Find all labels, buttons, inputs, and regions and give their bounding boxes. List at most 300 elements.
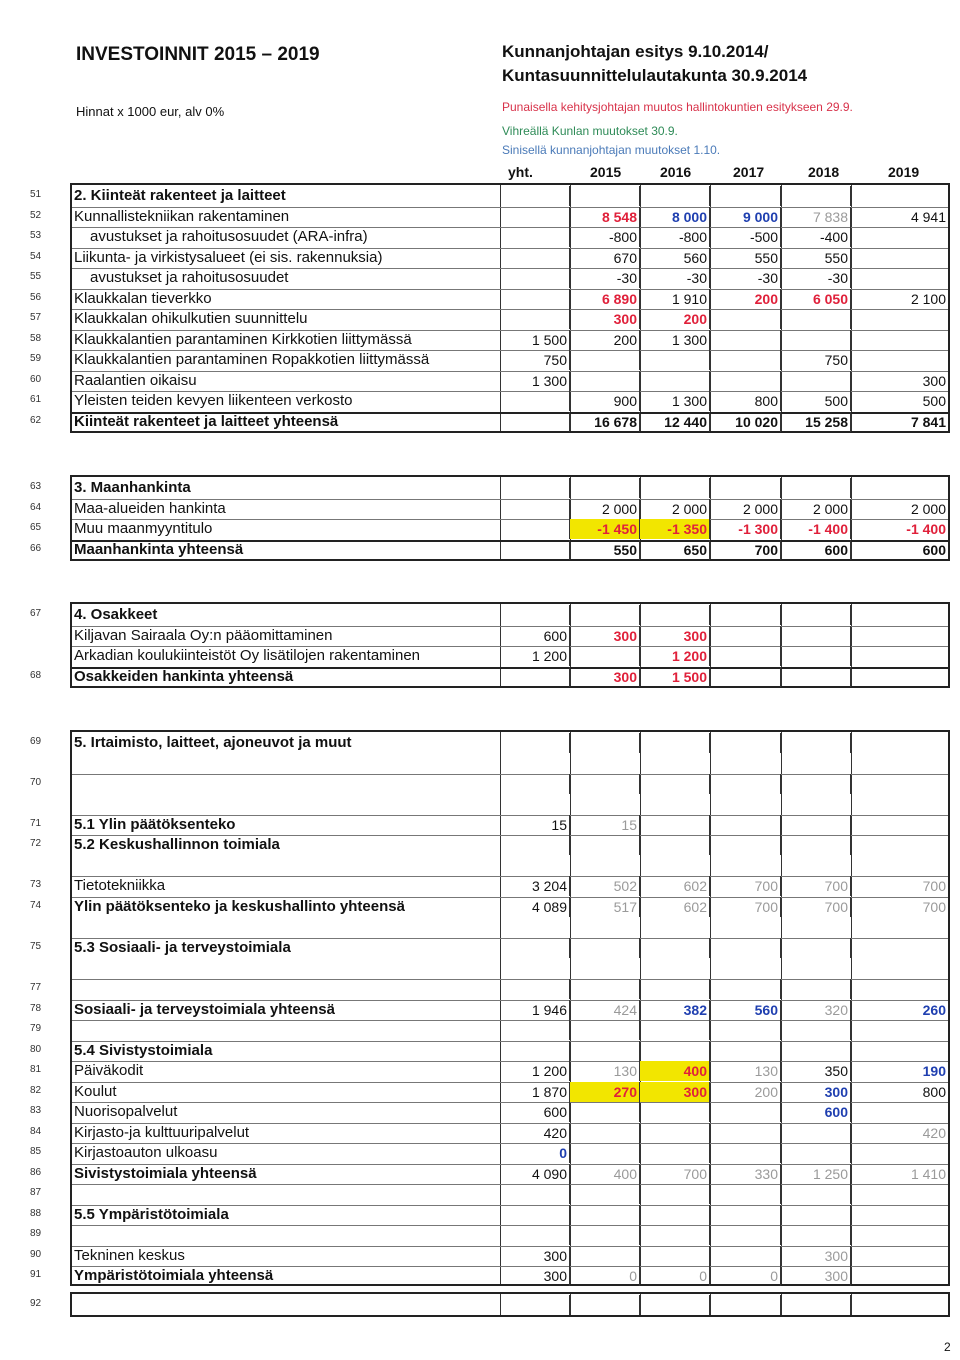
value-cell: 420: [500, 1123, 570, 1143]
value-cell: [851, 268, 948, 288]
value-cell: 1 200: [500, 1061, 570, 1081]
value-cell: 300: [640, 1082, 710, 1102]
value-cell: [781, 186, 851, 206]
value-cell: [640, 1041, 710, 1061]
row-number: 58: [30, 332, 42, 344]
col-header-2019: 2019: [888, 164, 920, 180]
row-label: Sosiaali- ja terveystoimiala yhteensä: [74, 1001, 335, 1018]
value-cell: [570, 1041, 640, 1061]
value-cell: [500, 774, 570, 794]
value-cell: [781, 1020, 851, 1040]
value-cell: [710, 667, 781, 687]
value-cell: 0: [710, 1266, 781, 1286]
value-cell: [710, 1246, 781, 1266]
value-cell: [500, 309, 570, 329]
value-cell: [570, 186, 640, 206]
value-cell: [851, 605, 948, 625]
table-row: [72, 979, 948, 999]
value-cell: [500, 733, 570, 753]
value-cell: [640, 938, 710, 958]
row-number: 81: [30, 1064, 42, 1075]
col-header-total: yht.: [508, 164, 533, 180]
value-cell: -1 300: [710, 519, 781, 539]
table-section: [70, 183, 950, 433]
value-cell: [640, 1225, 710, 1245]
value-cell: -1 400: [906, 521, 946, 537]
value-cell: [781, 1041, 851, 1061]
value-cell: -1 400: [781, 519, 851, 539]
value-cell: [570, 371, 640, 391]
col-header-2016: 2016: [660, 164, 692, 180]
value-cell: [570, 1184, 640, 1204]
value-cell: 750: [500, 350, 570, 370]
row-number: 88: [30, 1208, 42, 1219]
value-cell: [640, 733, 710, 753]
table-row: [72, 1102, 948, 1122]
row-label: Kiljavan Sairaala Oy:n pääomittaminen: [74, 626, 333, 644]
proposal-title-line2: Kuntasuunnittelulautakunta 30.9.2014: [502, 66, 808, 85]
row-label: Maanhankinta yhteensä: [74, 540, 244, 558]
row-number: 90: [30, 1249, 42, 1260]
value-cell: 600: [781, 540, 851, 560]
row-number: 54: [30, 250, 42, 262]
col-header-2017: 2017: [733, 164, 765, 180]
value-cell: 6 050: [781, 289, 851, 309]
table-row: [72, 412, 948, 432]
table-section: [70, 475, 950, 561]
value-cell: [500, 289, 570, 309]
table-row: [72, 248, 948, 268]
value-cell: [570, 1020, 640, 1040]
value-cell: 1 910: [640, 289, 710, 309]
row-number: 84: [30, 1126, 42, 1137]
row-label: Klaukkalan tieverkko: [74, 289, 212, 307]
table-section: [70, 1292, 950, 1317]
value-cell: [781, 309, 851, 329]
value-cell: [851, 626, 948, 646]
value-cell: [781, 1205, 851, 1225]
value-cell: 600: [500, 1102, 570, 1122]
value-cell: 300: [500, 1266, 570, 1286]
row-label: 5.1 Ylin päätöksenteko: [74, 816, 236, 833]
value-cell: [781, 605, 851, 625]
value-cell: 8 548: [570, 207, 640, 227]
value-cell: [710, 733, 781, 753]
value-cell: 600: [500, 626, 570, 646]
value-cell: [851, 478, 948, 498]
row-label: Muu maanmyyntitulo: [74, 520, 213, 537]
row-label: 5. Irtaimisto, laitteet, ajoneuvot ja muut: [74, 734, 352, 751]
value-cell: -30: [781, 268, 851, 288]
value-cell: [781, 1123, 851, 1143]
value-cell: 700: [710, 897, 781, 917]
value-cell: 200: [710, 289, 781, 309]
value-cell: [640, 1020, 710, 1040]
table-row: [72, 1225, 948, 1245]
value-cell: [640, 1143, 710, 1163]
value-cell: 300: [570, 626, 640, 646]
value-cell: 3 204: [500, 876, 570, 896]
value-cell: [640, 350, 710, 370]
row-label: Kirjasto-ja kulttuuripalvelut: [74, 1124, 250, 1141]
row-label: Koulut: [74, 1083, 117, 1100]
row-label: Nuorisopalvelut: [74, 1103, 178, 1120]
value-cell: [570, 774, 640, 794]
table-row: [72, 1082, 948, 1102]
table-row: [72, 1061, 948, 1081]
value-cell: [500, 268, 570, 288]
table-row: [72, 626, 948, 646]
value-cell: [781, 979, 851, 999]
table-section: [70, 602, 950, 688]
value-cell: [500, 499, 570, 519]
row-label: avustukset ja rahoitusosuudet (ARA-infra): [90, 228, 368, 245]
row-label: Ylin päätöksenteko ja keskushallinto yhteensä: [74, 898, 405, 915]
value-cell: [710, 1225, 781, 1245]
value-cell: [851, 815, 948, 835]
value-cell: [500, 391, 570, 411]
value-cell: [500, 207, 570, 227]
row-label: 5.5 Ympäristötoimiala: [74, 1206, 229, 1223]
table-row: [72, 289, 948, 309]
value-cell: [851, 350, 948, 370]
value-cell: [781, 478, 851, 498]
value-cell: 200: [710, 1082, 781, 1102]
value-cell: 4 090: [500, 1164, 570, 1184]
row-number: 68: [30, 669, 42, 681]
value-cell: [640, 1295, 710, 1315]
value-cell: [851, 1102, 948, 1122]
value-cell: 320: [781, 1000, 851, 1020]
table-row: [72, 1205, 948, 1225]
table-row: [72, 835, 948, 855]
row-label: Liikunta- ja virkistysalueet (ei sis. rakennuksia): [74, 248, 383, 266]
row-label: 2. Kiinteät rakenteet ja laitteet: [74, 187, 286, 204]
value-cell: [781, 646, 851, 666]
row-number: 92: [30, 1298, 42, 1309]
table-row: [72, 1143, 948, 1163]
value-cell: [781, 815, 851, 835]
table-row: [72, 519, 948, 539]
table-row: [72, 1246, 948, 1266]
row-label: avustukset ja rahoitusosuudet: [90, 269, 289, 286]
value-cell: [781, 1184, 851, 1204]
value-cell: [851, 186, 948, 206]
value-cell: [500, 938, 570, 958]
value-cell: 2 000: [781, 499, 851, 519]
row-number: 79: [30, 1023, 42, 1034]
table-row: [72, 1041, 948, 1061]
row-number: 83: [30, 1105, 42, 1116]
row-label: Kirjastoauton ulkoasu: [74, 1144, 218, 1161]
value-cell: [781, 667, 851, 687]
row-label: Raalantien oikaisu: [74, 371, 197, 389]
value-cell: [851, 979, 948, 999]
value-cell: 1 250: [781, 1164, 851, 1184]
value-cell: [500, 519, 570, 539]
row-label: Arkadian koulukiinteistöt Oy lisätilojen rakentaminen: [74, 647, 421, 664]
table-row: [72, 478, 948, 498]
row-label: Klaukkalantien parantaminen Kirkkotien liittymässä: [74, 330, 412, 348]
value-cell: [710, 938, 781, 958]
value-cell: 800: [710, 391, 781, 411]
value-cell: [500, 1205, 570, 1225]
value-cell: [640, 186, 710, 206]
table-row: [72, 1123, 948, 1143]
row-label: Klaukkalantien parantaminen Ropakkotien liittymässä: [74, 351, 430, 368]
value-cell: [640, 835, 710, 855]
value-cell: [570, 979, 640, 999]
value-cell: [710, 1020, 781, 1040]
row-number: 87: [30, 1187, 42, 1198]
value-cell: [640, 605, 710, 625]
row-label: Tekninen keskus: [74, 1247, 185, 1264]
value-cell: 8 000: [640, 207, 710, 227]
value-cell: 700: [781, 876, 851, 896]
value-cell: 300: [640, 626, 710, 646]
value-cell: 800: [922, 1084, 946, 1100]
table-row: [72, 186, 948, 206]
row-number: 55: [30, 271, 42, 282]
value-cell: 15 258: [781, 412, 851, 432]
value-cell: [500, 979, 570, 999]
value-cell: [570, 605, 640, 625]
value-cell: 500: [922, 393, 946, 409]
value-cell: [570, 1246, 640, 1266]
row-number: 67: [30, 608, 42, 619]
value-cell: 2 000: [710, 499, 781, 519]
row-number: 63: [30, 481, 42, 492]
row-label: Ympäristötoimiala yhteensä: [74, 1267, 274, 1284]
row-label: 3. Maanhankinta: [74, 479, 191, 496]
row-label: 5.2 Keskushallinnon toimiala: [74, 836, 280, 853]
row-number: 65: [30, 522, 42, 533]
value-cell: [570, 835, 640, 855]
value-cell: [851, 667, 948, 687]
value-cell: 7 841: [910, 413, 946, 430]
value-cell: 350: [781, 1061, 851, 1081]
row-label: Osakkeiden hankinta yhteensä: [74, 667, 294, 685]
value-cell: 750: [781, 350, 851, 370]
value-cell: 4 089: [500, 897, 570, 917]
value-cell: 1 500: [640, 667, 710, 687]
value-cell: [710, 979, 781, 999]
row-number: 61: [30, 394, 42, 405]
row-number: 62: [30, 414, 42, 426]
value-cell: 424: [570, 1000, 640, 1020]
value-cell: 300: [570, 667, 640, 687]
row-label: Kunnallistekniikan rakentaminen: [74, 207, 290, 225]
value-cell: 0: [570, 1266, 640, 1286]
table-row: [72, 774, 948, 794]
value-cell: 300: [781, 1082, 851, 1102]
row-number: 75: [30, 941, 42, 952]
row-number: 60: [30, 373, 42, 385]
value-cell: [710, 605, 781, 625]
table-row: [72, 646, 948, 666]
value-cell: 7 838: [781, 207, 851, 227]
value-cell: 9 000: [710, 207, 781, 227]
value-cell: [710, 1205, 781, 1225]
value-cell: 2 000: [910, 500, 946, 517]
proposal-title-line1: Kunnanjohtajan esitys 9.10.2014/: [502, 42, 769, 61]
value-cell: [781, 733, 851, 753]
value-cell: 550: [781, 248, 851, 268]
row-number: 77: [30, 982, 42, 993]
table-row: [72, 876, 948, 896]
row-number: 80: [30, 1044, 42, 1055]
row-number: 56: [30, 291, 42, 303]
value-cell: [500, 248, 570, 268]
table-row: [72, 330, 948, 350]
value-cell: [570, 478, 640, 498]
row-number: 70: [30, 777, 42, 788]
table-row: [72, 268, 948, 288]
col-header-2018: 2018: [808, 164, 840, 180]
legend-note-green: Vihreällä Kunlan muutokset 30.9.: [502, 124, 678, 138]
value-cell: [710, 1295, 781, 1315]
value-cell: 700: [922, 899, 946, 915]
value-cell: [710, 186, 781, 206]
value-cell: [851, 248, 948, 268]
value-cell: 517: [570, 897, 640, 917]
value-cell: [570, 938, 640, 958]
value-cell: [710, 835, 781, 855]
value-cell: 300: [570, 309, 640, 329]
value-cell: [781, 1143, 851, 1163]
value-cell: 700: [640, 1164, 710, 1184]
value-cell: 1 200: [640, 646, 710, 666]
value-cell: [500, 1020, 570, 1040]
row-label: Maa-alueiden hankinta: [74, 499, 226, 517]
value-cell: [851, 733, 948, 753]
value-cell: 2 000: [640, 499, 710, 519]
value-cell: [851, 227, 948, 247]
row-number: 53: [30, 230, 42, 241]
value-cell: 15: [500, 815, 570, 835]
value-cell: [570, 646, 640, 666]
value-cell: -30: [710, 268, 781, 288]
value-cell: [710, 1123, 781, 1143]
value-cell: [500, 227, 570, 247]
value-cell: [851, 1041, 948, 1061]
value-cell: 16 678: [570, 412, 640, 432]
row-label: Sivistystoimiala yhteensä: [74, 1165, 257, 1182]
page-title: INVESTOINNIT 2015 – 2019: [76, 44, 320, 65]
value-cell: [640, 815, 710, 835]
value-cell: 270: [570, 1082, 640, 1102]
value-cell: 200: [570, 330, 640, 350]
value-cell: [500, 667, 570, 687]
table-row: [72, 815, 948, 835]
value-cell: [640, 774, 710, 794]
value-cell: [710, 309, 781, 329]
value-cell: [500, 186, 570, 206]
value-cell: [500, 605, 570, 625]
row-number: 64: [30, 501, 42, 513]
value-cell: 420: [922, 1125, 946, 1141]
value-cell: 700: [781, 897, 851, 917]
value-cell: [640, 1246, 710, 1266]
value-cell: [851, 1295, 948, 1315]
value-cell: 700: [710, 540, 781, 560]
table-row: [72, 350, 948, 370]
value-cell: 400: [640, 1061, 710, 1081]
row-label: Tietotekniikka: [74, 877, 166, 894]
value-cell: 200: [640, 309, 710, 329]
value-cell: [781, 371, 851, 391]
value-cell: 500: [781, 391, 851, 411]
value-cell: [781, 938, 851, 958]
row-number: 91: [30, 1269, 42, 1280]
row-label: Päiväkodit: [74, 1062, 144, 1079]
value-cell: [500, 540, 570, 560]
row-label: 4. Osakkeet: [74, 606, 158, 623]
value-cell: [640, 1205, 710, 1225]
value-cell: 1 300: [500, 371, 570, 391]
value-cell: 4 941: [910, 208, 946, 225]
value-cell: [570, 350, 640, 370]
table-row: [72, 1164, 948, 1184]
value-cell: [710, 350, 781, 370]
value-cell: [710, 371, 781, 391]
table-section: [70, 730, 950, 1286]
table-row: [72, 207, 948, 227]
value-cell: [640, 1123, 710, 1143]
value-cell: [500, 1041, 570, 1061]
value-cell: 300: [781, 1246, 851, 1266]
table-row: [72, 391, 948, 411]
value-cell: [570, 1295, 640, 1315]
value-cell: 2 100: [910, 290, 946, 307]
value-cell: 2 000: [570, 499, 640, 519]
value-cell: -500: [710, 227, 781, 247]
row-label: Kiinteät rakenteet ja laitteet yhteensä: [74, 412, 339, 430]
row-number: 86: [30, 1167, 42, 1178]
value-cell: [640, 478, 710, 498]
value-cell: 260: [922, 1002, 946, 1018]
table-row: [72, 733, 948, 753]
value-cell: [710, 626, 781, 646]
table-row: [72, 1000, 948, 1020]
table-row: [72, 897, 948, 917]
value-cell: [851, 1266, 948, 1286]
table-row: [72, 938, 948, 958]
value-cell: 300: [500, 1246, 570, 1266]
value-cell: 0: [640, 1266, 710, 1286]
row-number: 72: [30, 838, 42, 849]
row-number: 57: [30, 312, 42, 323]
value-cell: 300: [781, 1266, 851, 1286]
value-cell: [851, 1205, 948, 1225]
value-cell: 400: [570, 1164, 640, 1184]
value-cell: 1 300: [640, 391, 710, 411]
value-cell: 1 870: [500, 1082, 570, 1102]
value-cell: -400: [781, 227, 851, 247]
price-note: Hinnat x 1000 eur, alv 0%: [76, 104, 225, 119]
value-cell: [500, 478, 570, 498]
row-number: 74: [30, 900, 42, 911]
value-cell: [710, 774, 781, 794]
value-cell: 190: [922, 1063, 946, 1079]
table-row: [72, 499, 948, 519]
value-cell: [500, 835, 570, 855]
table-row: [72, 227, 948, 247]
row-label: 5.4 Sivistystoimiala: [74, 1042, 213, 1059]
value-cell: 602: [640, 897, 710, 917]
value-cell: [710, 478, 781, 498]
value-cell: 10 020: [710, 412, 781, 432]
